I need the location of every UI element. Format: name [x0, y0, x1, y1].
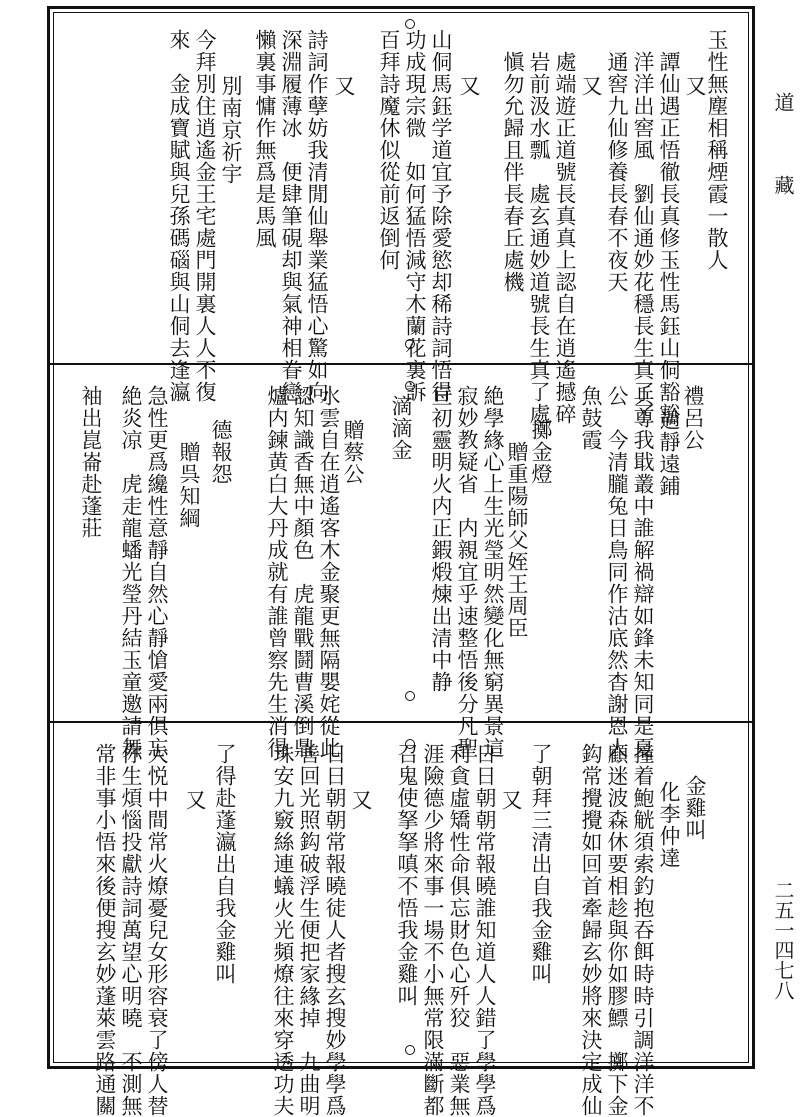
circle-mark: [405, 19, 415, 29]
circle-mark: [405, 739, 415, 749]
text-column: 公 今清朧兔日鳥同作沽底然杳謝恩人: [605, 385, 629, 759]
text-column: 處端遊正道號長真真上認自在逍遙撼碎: [553, 51, 577, 425]
text-column: 涯險德少將來事一場不小無常限滿斷都: [421, 743, 445, 1117]
circle-mark: [405, 691, 415, 701]
text-column: 來 金成寶賦與兒孫碼碯與山侗去逢瀛: [167, 29, 191, 403]
margin-label-top: 道: [771, 92, 795, 114]
text-column: 水雲自在逍遙客木金聚更無隔嬰姹從此: [317, 385, 341, 759]
text-column: 通窖九仙修養長春不夜天: [605, 51, 629, 293]
text-column: 金雞叫: [683, 775, 707, 841]
text-column: 功成現宗微 如何猛悟減守木蘭花裏訴: [403, 29, 427, 403]
text-column: 擲金燈: [529, 419, 553, 485]
text-column: 顧迷波森休要相趁與你如膠鰾 擲下金: [605, 743, 629, 1117]
text-column: 百拜詩魔休似從前返倒何: [377, 29, 401, 271]
text-column: 鈎常攪攪如回首牽歸玄妙將來決定成仙: [579, 743, 603, 1117]
text-column: 譚仙遇正悟徹長真修玉性馬鈺山侗豁豁: [657, 51, 681, 425]
text-column: 愼勿允歸且伴長春丘處機: [501, 51, 525, 293]
text-column: 大悦中間常火燎憂兒女形容衰了傍人替: [145, 743, 169, 1117]
text-column: 日日朝朝常報曉誰知道人人錯了學學爲: [473, 743, 497, 1117]
text-column: 山侗馬鈺学道宜予除愛慾却稀詩詞悟得: [429, 29, 453, 403]
text-column: 又: [457, 75, 481, 97]
text-column: 召鬼使拏拏嗔不悟我金雞叫: [395, 743, 419, 1007]
text-column: 日日朝朝常報曉徒人者搜玄搜妙學學爲: [323, 743, 347, 1117]
text-column: 詩詞作孽妨我清閒仙舉業猛悟心驚如向: [305, 29, 329, 403]
text-column: 絶炎凉 虎走龍蟠光瑩丹結玉童邀請舞: [119, 385, 143, 759]
text-column: 魚鼓霞: [579, 385, 603, 451]
text-column: 寂妙教疑省 内親宜乎速整悟後分凡聖: [455, 385, 479, 759]
page-number: 二五一四七八: [771, 880, 795, 1000]
margin-label-mid: 藏: [771, 175, 795, 197]
text-column: 常非事小悟來後便搜玄妙蓬萊雲路通關: [93, 743, 117, 1117]
text-column: 懶裏事慵作無爲是馬風: [253, 29, 277, 249]
text-column: 袖出崑崙赴蓬莊: [79, 385, 103, 539]
text-column: 又: [183, 789, 207, 811]
text-column: 禮呂公: [681, 385, 705, 451]
text-column: 今拜別住逍遙金王宅處門開裏人人不復: [193, 29, 217, 403]
text-column: 德報怨: [209, 419, 233, 485]
circle-mark: [405, 381, 415, 391]
text-column: 又: [683, 75, 707, 97]
text-column: 亘初靈明火内正鍜煅煉出清中静: [429, 385, 453, 693]
text-column: 又: [579, 75, 603, 97]
text-column: 滴滴金: [389, 395, 413, 461]
text-column: 了得赴蓬瀛出自我金雞叫: [213, 743, 237, 985]
text-column: 了朝拜三清出自我金雞叫: [529, 743, 553, 985]
text-column: 贈呉知綱: [177, 441, 201, 529]
text-column: 玉性無塵相稱煙霞一散人: [705, 29, 729, 271]
text-column: 絶學緣心上生光瑩明然變化無窮異景這: [481, 385, 505, 759]
text-column: 珠安九竅絲連蟻火光頻燎往來穿透功夫: [271, 743, 295, 1117]
circle-mark: [405, 1045, 415, 1055]
text-column: 又: [499, 789, 523, 811]
text-column: 贈重陽師父姪王周臣: [505, 441, 529, 639]
text-column: 別南京祈宇: [219, 75, 243, 185]
page-frame: [47, 6, 755, 1117]
text-column: 急性更爲纔性意靜自然心靜愴愛兩俱忘: [145, 385, 169, 759]
text-column: 利貪虛矯性命俱忘財色心歼狡 惡業無: [447, 743, 471, 1117]
text-column: 深淵履薄冰 便肆筆硯却與氣神相眷戀: [279, 29, 303, 403]
text-column: 洋洋出窖風 劉仙通妙花穩長生真了了: [631, 51, 655, 425]
text-column: 贈蔡公: [341, 419, 365, 485]
text-column: 爐内鍊黄白大丹成就有誰曾察先生消得: [265, 385, 289, 759]
text-column: 過靜遠鋪: [657, 409, 681, 497]
text-column: 你生煩惱投獻詩詞萬望心明曉 不測無: [119, 743, 143, 1117]
text-column: 岩前汲水瓢 處玄通妙道號長生真了處: [527, 51, 551, 425]
circle-mark: [405, 339, 415, 349]
text-column: 兵尊我戢叢中誰解禍辯如鋒未知同是夏: [631, 385, 655, 759]
text-column: 撞着鮑觥須索釣抱吞餌時時引調洋洋不: [631, 743, 655, 1117]
text-column: 又: [332, 75, 356, 97]
text-column: 認知識香無中顏色 虎龍戰鬪曹溪倒鼎: [291, 385, 315, 759]
text-column: 又: [349, 789, 373, 811]
text-column: 善回光照鈎破浮生便把家緣掉 九曲明: [297, 743, 321, 1117]
text-column: 化李仲達: [657, 781, 681, 869]
